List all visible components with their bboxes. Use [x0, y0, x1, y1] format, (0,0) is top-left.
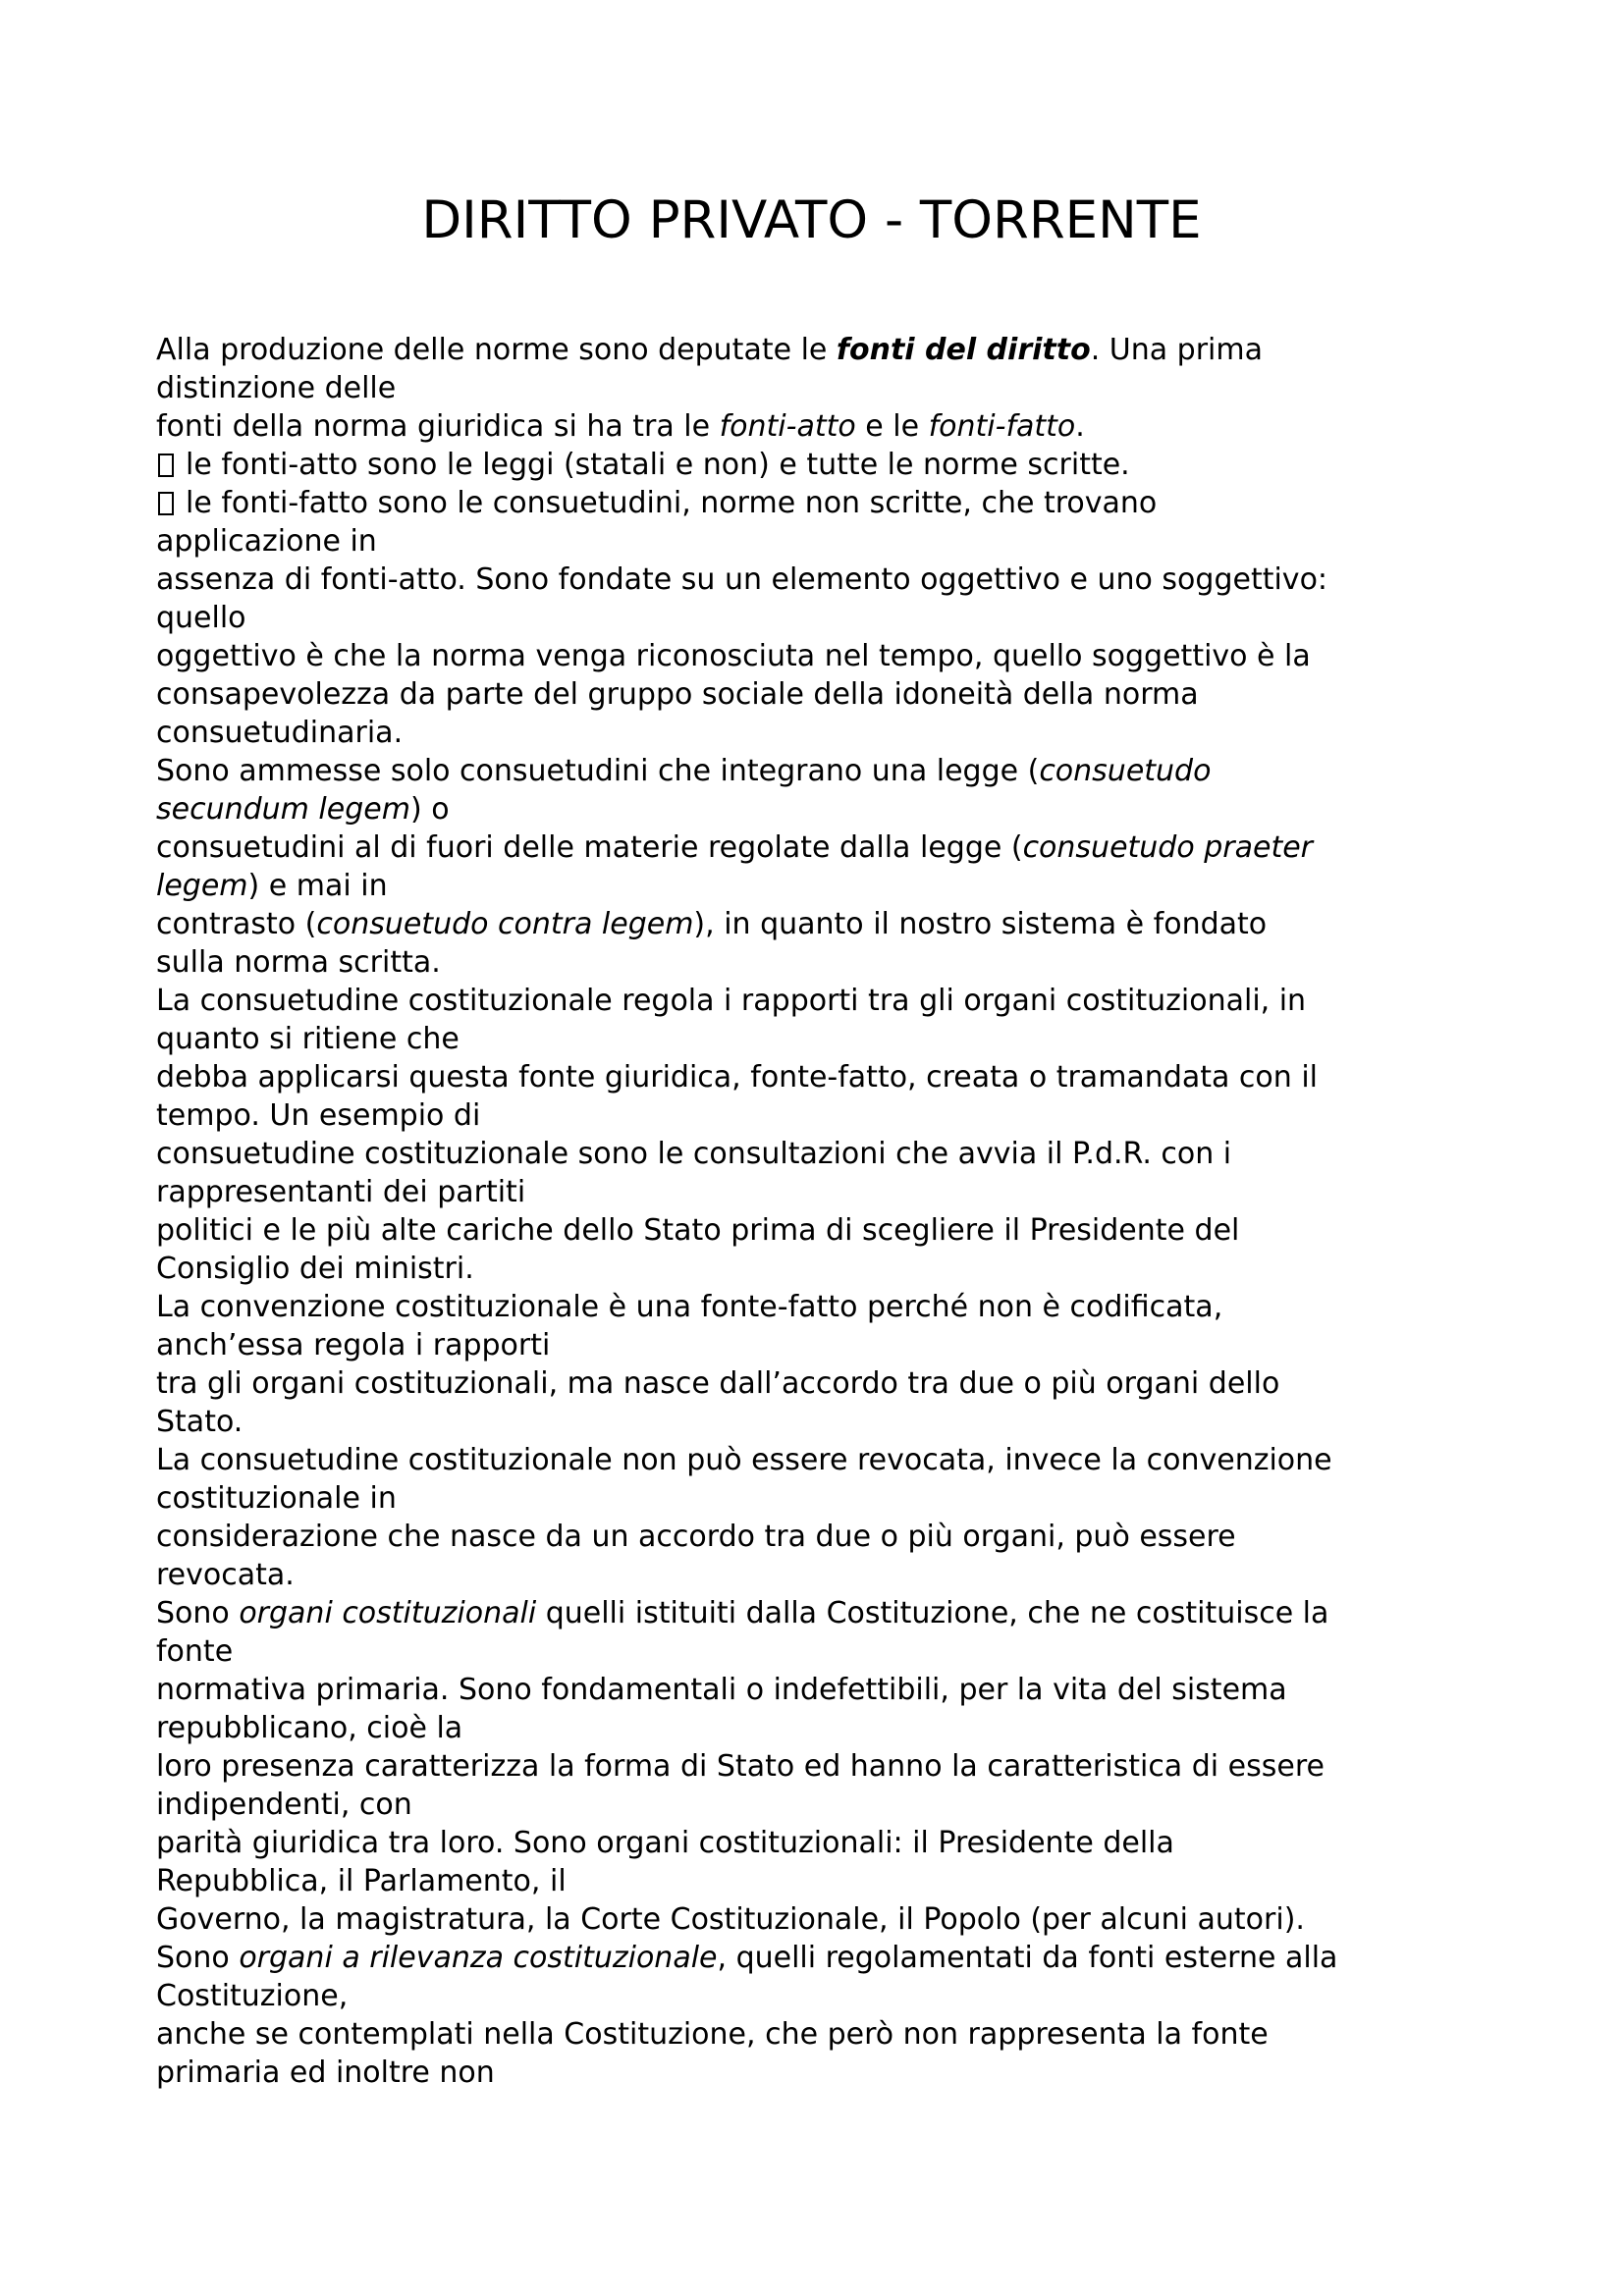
text-line: quello [156, 601, 246, 635]
bullet-line: le fonti-fatto sono le consuetudini, norme non scritte, che trovano [156, 484, 1531, 522]
text-line: tra gli organi costituzionali, ma nasce dall’accordo tra due o più organi dello [156, 1366, 1280, 1401]
italic-term: secundum legem [156, 792, 410, 827]
italic-term: fonti-fatto [928, 409, 1076, 444]
text-line: debba applicarsi questa fonte giuridica, fonte-fatto, creata o tramandata con il [156, 1060, 1318, 1095]
text-line: Costituzione, [156, 1979, 349, 2013]
italic-term: organi costituzionali [239, 1596, 537, 1630]
text-line: consuetudine costituzionale sono le consultazioni che avvia il P.d.R. con i [156, 1137, 1232, 1171]
text-line: legem) e mai in [156, 869, 388, 903]
text-line: La consuetudine costituzionale regola i rapporti tra gli organi costituzionali, in [156, 984, 1307, 1018]
bold-term: fonti del diritto [836, 333, 1091, 367]
text-line: contrasto (consuetudo contra legem), in quanto il nostro sistema è fondato [156, 907, 1268, 941]
text-line: Alla produzione delle norme sono deputate le fonti del diritto. Una prima [156, 333, 1263, 367]
text-line: indipendenti, con [156, 1788, 412, 1822]
text-line: sulla norma scritta. [156, 945, 441, 980]
text-line: Stato. [156, 1405, 243, 1439]
text-line: normativa primaria. Sono fondamentali o indefettibili, per la vita del sistema [156, 1673, 1287, 1707]
text-line: anch’essa regola i rapporti [156, 1328, 551, 1362]
text-line: assenza di fonti-atto. Sono fondate su un elemento oggettivo e uno soggettivo: [156, 562, 1328, 597]
text-line: oggettivo è che la norma venga riconosciuta nel tempo, quello soggettivo è la [156, 639, 1311, 673]
document-title: DIRITTO PRIVATO - TORRENTE [421, 190, 1202, 250]
italic-term: legem [156, 869, 248, 903]
text-line: consapevolezza da parte del gruppo sociale della idoneità della norma [156, 677, 1199, 712]
text-line: costituzionale in [156, 1481, 397, 1516]
text-line: La convenzione costituzionale è una fonte-fatto perché non è codificata, [156, 1290, 1223, 1324]
text-line: fonte [156, 1634, 234, 1669]
text-line: Sono organi costituzionali quelli istituiti dalla Costituzione, che ne costituisce la [156, 1596, 1329, 1630]
text-line: applicazione in [156, 524, 377, 559]
text-line: secundum legem) o [156, 792, 450, 827]
text-line: tempo. Un esempio di [156, 1098, 481, 1133]
document-body [156, 331, 1531, 2092]
italic-term: consuetudo contra legem [316, 907, 694, 941]
text-line: revocata. [156, 1558, 295, 1592]
text-line: Sono ammesse solo consuetudini che integrano una legge (consuetudo [156, 754, 1212, 788]
text-line: politici e le più alte cariche dello Stato prima di scegliere il Presidente del [156, 1213, 1240, 1248]
italic-term: organi a rilevanza costituzionale [239, 1941, 718, 1975]
text-line: rappresentanti dei partiti [156, 1175, 526, 1209]
text-line: distinzione delle [156, 371, 397, 405]
text-line: repubblicano, cioè la [156, 1711, 463, 1745]
missing-glyph-bullet-icon [158, 454, 174, 477]
text-line: Sono organi a rilevanza costituzionale, quelli regolamentati da fonti esterne alla [156, 1941, 1338, 1975]
text-line: La consuetudine costituzionale non può essere revocata, invece la convenzione [156, 1443, 1332, 1477]
text-line: considerazione che nasce da un accordo tra due o più organi, può essere [156, 1520, 1236, 1554]
text-line: anche se contemplati nella Costituzione, che però non rappresenta la fonte [156, 2017, 1269, 2052]
text-line: quanto si ritiene che [156, 1022, 460, 1056]
text-line: fonti della norma giuridica si ha tra le fonti-atto e le fonti-fatto. [156, 409, 1085, 444]
text-line: consuetudini al di fuori delle materie regolate dalla legge (consuetudo praeter [156, 830, 1314, 865]
italic-term: consuetudo [1039, 754, 1212, 788]
italic-term: fonti-atto [719, 409, 856, 444]
bullet-line: le fonti-atto sono le leggi (statali e non) e tutte le norme scritte. [156, 446, 1531, 484]
text-line: primaria ed inoltre non [156, 2056, 495, 2090]
text-line: Repubblica, il Parlamento, il [156, 1864, 567, 1898]
italic-term: consuetudo praeter [1022, 830, 1314, 865]
missing-glyph-bullet-icon [158, 492, 174, 515]
text-line: Consiglio dei ministri. [156, 1252, 474, 1286]
text-line: consuetudinaria. [156, 716, 404, 750]
text-line: loro presenza caratterizza la forma di Stato ed hanno la caratteristica di essere [156, 1749, 1325, 1784]
text-line: parità giuridica tra loro. Sono organi costituzionali: il Presidente della [156, 1826, 1174, 1860]
text-line: Governo, la magistratura, la Corte Costituzionale, il Popolo (per alcuni autori). [156, 1902, 1305, 1937]
